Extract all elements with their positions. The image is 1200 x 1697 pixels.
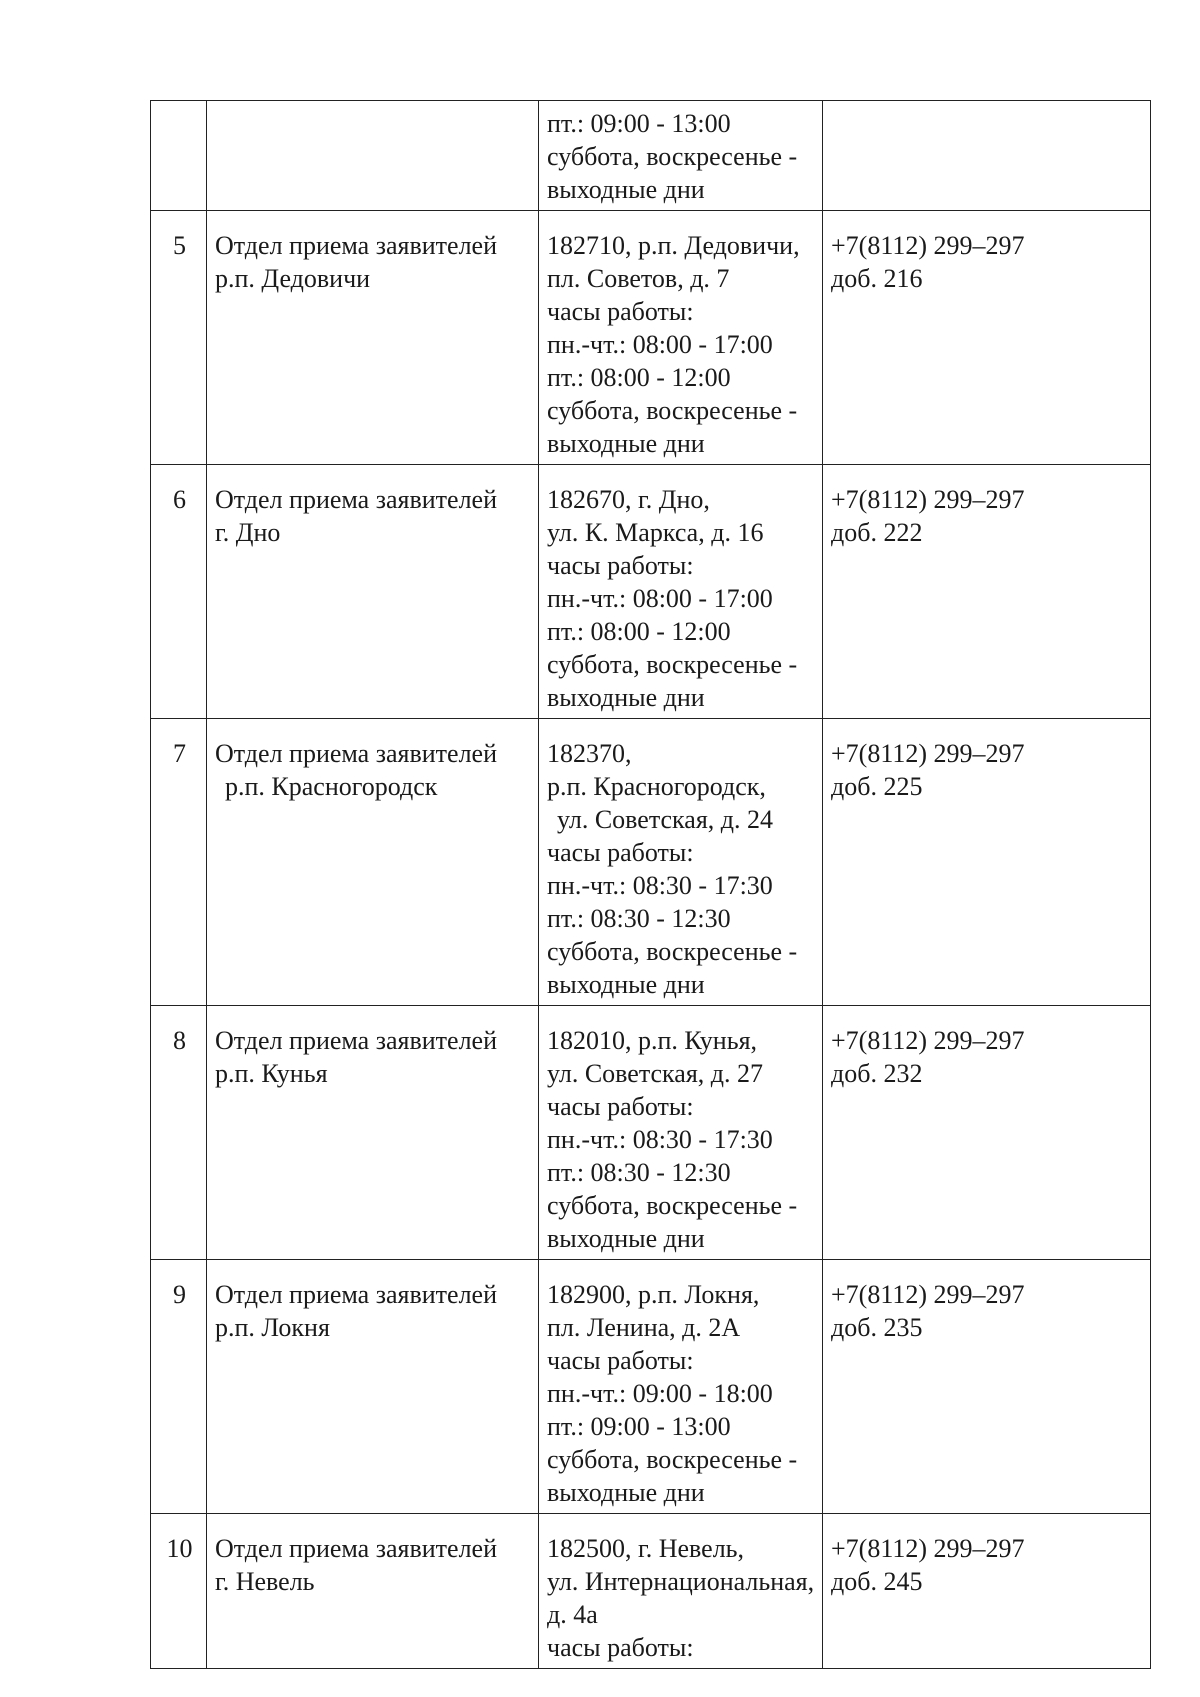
phone-number: +7(8112) 299–297 bbox=[831, 231, 1025, 260]
office-name-line: р.п. Дедовичи bbox=[215, 264, 371, 293]
address-line: 182670, г. Дно, bbox=[547, 485, 710, 514]
phone-cell bbox=[823, 211, 1151, 465]
office-name-cell bbox=[207, 211, 539, 465]
address-line: суббота, воскресенье - bbox=[547, 937, 798, 966]
address-line: пт.: 09:00 - 13:00 bbox=[547, 1412, 731, 1441]
table-row bbox=[151, 1514, 1151, 1669]
office-name-line: г. Дно bbox=[215, 518, 281, 547]
address-cell bbox=[539, 1260, 823, 1514]
address-line: выходные дни bbox=[547, 970, 705, 999]
office-name-line: Отдел приема заявителей bbox=[215, 231, 498, 260]
row-number bbox=[151, 101, 207, 211]
address-line: пн.-чт.: 08:30 - 17:30 bbox=[547, 1125, 773, 1154]
office-name-line: Отдел приема заявителей bbox=[215, 739, 498, 768]
table-row bbox=[151, 719, 1151, 1006]
address-line: часы работы: bbox=[547, 1092, 694, 1121]
office-name-cell bbox=[207, 465, 539, 719]
phone-extension: доб. 225 bbox=[831, 772, 923, 801]
address-line: пн.-чт.: 08:00 - 17:00 bbox=[547, 330, 773, 359]
address-line: 182500, г. Невель, bbox=[547, 1534, 745, 1563]
office-name-line: Отдел приема заявителей bbox=[215, 1280, 498, 1309]
office-name-cell bbox=[207, 101, 539, 211]
address-cell bbox=[539, 1514, 823, 1669]
address-line: д. 4а bbox=[547, 1600, 598, 1629]
office-name-line: р.п. Локня bbox=[215, 1313, 330, 1342]
address-line: пт.: 08:30 - 12:30 bbox=[547, 1158, 731, 1187]
phone-extension: доб. 245 bbox=[831, 1567, 923, 1596]
address-line: пт.: 09:00 - 13:00 bbox=[547, 109, 731, 138]
address-cell bbox=[539, 465, 823, 719]
office-name-cell bbox=[207, 1260, 539, 1514]
phone-cell bbox=[823, 719, 1151, 1006]
office-name-line: Отдел приема заявителей bbox=[215, 485, 498, 514]
address-line: суббота, воскресенье - bbox=[547, 1445, 798, 1474]
address-line: пт.: 08:30 - 12:30 bbox=[547, 904, 731, 933]
office-name-cell bbox=[207, 1514, 539, 1669]
address-line: пн.-чт.: 08:30 - 17:30 bbox=[547, 871, 773, 900]
table-row bbox=[151, 101, 1151, 211]
phone-extension: доб. 222 bbox=[831, 518, 923, 547]
address-line: 182710, р.п. Дедовичи, bbox=[547, 231, 800, 260]
office-name-line: Отдел приема заявителей bbox=[215, 1026, 498, 1055]
address-line: выходные дни bbox=[547, 1224, 705, 1253]
office-name-line: Отдел приема заявителей bbox=[215, 1534, 498, 1563]
address-line: ул. К. Маркса, д. 16 bbox=[547, 518, 764, 547]
row-number: 9 bbox=[151, 1260, 207, 1514]
phone-number: +7(8112) 299–297 bbox=[831, 1280, 1025, 1309]
row-number: 7 bbox=[151, 719, 207, 1006]
phone-cell bbox=[823, 1514, 1151, 1669]
address-line: пн.-чт.: 09:00 - 18:00 bbox=[547, 1379, 773, 1408]
address-line: часы работы: bbox=[547, 1346, 694, 1375]
address-line: 182010, р.п. Кунья, bbox=[547, 1026, 758, 1055]
phone-cell bbox=[823, 101, 1151, 211]
address-line: 182900, р.п. Локня, bbox=[547, 1280, 760, 1309]
address-cell bbox=[539, 101, 823, 211]
office-name-cell bbox=[207, 719, 539, 1006]
address-line: р.п. Красногородск, bbox=[547, 772, 766, 801]
address-line: суббота, воскресенье - bbox=[547, 396, 798, 425]
phone-cell bbox=[823, 465, 1151, 719]
address-line: выходные дни bbox=[547, 175, 705, 204]
table-row bbox=[151, 1260, 1151, 1514]
address-line: часы работы: bbox=[547, 1633, 694, 1662]
address-line: выходные дни bbox=[547, 429, 705, 458]
address-line: часы работы: bbox=[547, 297, 694, 326]
row-number: 8 bbox=[151, 1006, 207, 1260]
phone-number: +7(8112) 299–297 bbox=[831, 739, 1025, 768]
phone-number: +7(8112) 299–297 bbox=[831, 1534, 1025, 1563]
office-name-line: г. Невель bbox=[215, 1567, 315, 1596]
address-line: суббота, воскресенье - bbox=[547, 650, 798, 679]
address-line: ул. Интернациональная, bbox=[547, 1567, 815, 1596]
address-cell bbox=[539, 211, 823, 465]
address-line: 182370, bbox=[547, 739, 632, 768]
address-line: ул. Советская, д. 24 bbox=[557, 805, 774, 834]
table-row bbox=[151, 1006, 1151, 1260]
address-line: пл. Советов, д. 7 bbox=[547, 264, 730, 293]
phone-number: +7(8112) 299–297 bbox=[831, 1026, 1025, 1055]
row-number: 6 bbox=[151, 465, 207, 719]
phone-number: +7(8112) 299–297 bbox=[831, 485, 1025, 514]
office-name-line: р.п. Красногородск bbox=[225, 772, 438, 801]
phone-cell bbox=[823, 1260, 1151, 1514]
phone-cell bbox=[823, 1006, 1151, 1260]
address-line: часы работы: bbox=[547, 838, 694, 867]
table-row bbox=[151, 211, 1151, 465]
address-line: часы работы: bbox=[547, 551, 694, 580]
office-name-line: р.п. Кунья bbox=[215, 1059, 328, 1088]
phone-extension: доб. 232 bbox=[831, 1059, 923, 1088]
address-line: выходные дни bbox=[547, 683, 705, 712]
address-line: пн.-чт.: 08:00 - 17:00 bbox=[547, 584, 773, 613]
address-line: пт.: 08:00 - 12:00 bbox=[547, 363, 731, 392]
office-name-cell bbox=[207, 1006, 539, 1260]
address-line: пл. Ленина, д. 2А bbox=[547, 1313, 741, 1342]
address-line: суббота, воскресенье - bbox=[547, 142, 798, 171]
phone-extension: доб. 235 bbox=[831, 1313, 923, 1342]
address-cell bbox=[539, 1006, 823, 1260]
phone-extension: доб. 216 bbox=[831, 264, 923, 293]
address-line: выходные дни bbox=[547, 1478, 705, 1507]
office-table bbox=[150, 100, 1151, 1669]
address-cell bbox=[539, 719, 823, 1006]
address-line: суббота, воскресенье - bbox=[547, 1191, 798, 1220]
table-row bbox=[151, 465, 1151, 719]
row-number: 10 bbox=[151, 1514, 207, 1669]
address-line: ул. Советская, д. 27 bbox=[547, 1059, 764, 1088]
row-number: 5 bbox=[151, 211, 207, 465]
address-line: пт.: 08:00 - 12:00 bbox=[547, 617, 731, 646]
